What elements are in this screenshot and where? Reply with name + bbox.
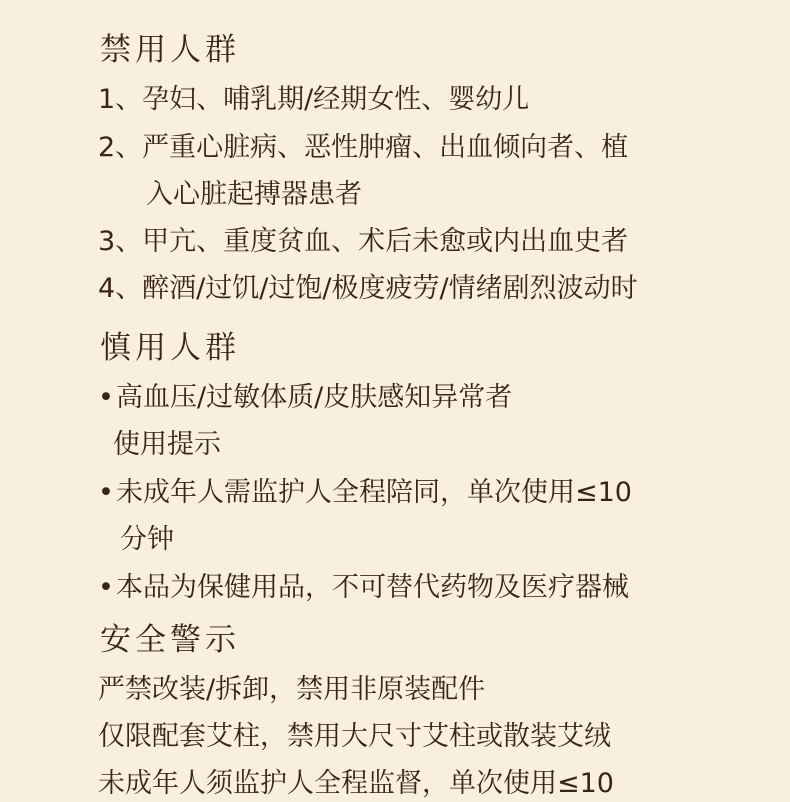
caution-title: 慎用人群 <box>100 330 240 366</box>
contraindicated-item-2: 2、严重心脏病、恶性肿瘤、出血倾向者、植 <box>98 132 629 163</box>
contraindicated-item-2-cont: 入心脏起搏器患者 <box>146 179 362 210</box>
safety-item-2: 仅限配套艾柱，禁用大尺寸艾柱或散装艾绒 <box>98 721 611 752</box>
safety-title: 安全警示 <box>100 622 240 658</box>
caution-item-1-text: 高血压/过敏体质/皮肤感知异常者 <box>116 382 513 413</box>
usage-tips-label: 使用提示 <box>113 429 221 460</box>
bullet: • <box>98 477 114 508</box>
contraindicated-item-3: 3、甲亢、重度贫血、术后未愈或内出血史者 <box>98 226 629 257</box>
bullet: • <box>98 382 114 413</box>
contraindicated-item-1: 1、孕妇、哺乳期/经期女性、婴幼儿 <box>98 84 530 115</box>
caution-item-2-cont: 分钟 <box>120 524 174 555</box>
contraindicated-title: 禁用人群 <box>100 32 240 68</box>
caution-item-3-text: 本品为保健用品，不可替代药物及医疗器械 <box>116 572 629 603</box>
caution-item-2-text: 未成年人需监护人全程陪同，单次使用≤10 <box>116 477 632 508</box>
safety-item-3: 未成年人须监护人全程监督，单次使用≤10 <box>98 768 614 799</box>
contraindicated-item-4: 4、醉酒/过饥/过饱/极度疲劳/情绪剧烈波动时 <box>98 273 638 304</box>
caution-item-3 <box>98 570 629 606</box>
safety-item-1: 严禁改装/拆卸，禁用非原装配件 <box>98 674 486 705</box>
caution-item-2 <box>98 475 632 511</box>
bullet: • <box>98 572 114 603</box>
caution-item-1 <box>98 380 512 416</box>
